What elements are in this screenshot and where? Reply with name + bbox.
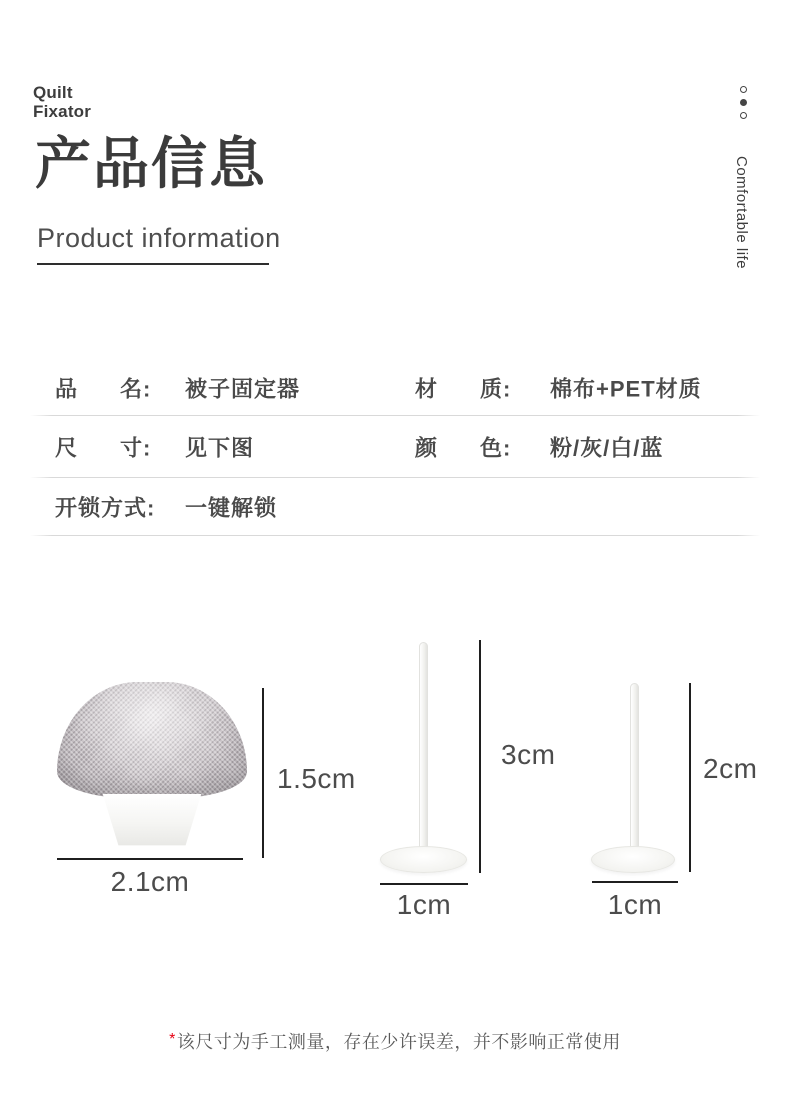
spec-value-color: 粉/灰/白/蓝 — [550, 435, 664, 461]
title-underline — [37, 263, 269, 265]
dimension-label-pin-tall-width: 1cm — [396, 889, 452, 920]
spec-row-size-color — [30, 416, 760, 478]
footnote — [0, 1030, 790, 1056]
pin-rod-tall-image — [419, 642, 428, 860]
footnote-asterisk: * — [169, 1031, 176, 1048]
spec-row-name-material — [30, 360, 760, 416]
dimension-line-horizontal — [592, 881, 678, 883]
dimension-line-horizontal — [57, 858, 243, 860]
spec-label: 质: — [480, 376, 512, 402]
pin-rod-short-image — [630, 683, 639, 860]
dimension-line-horizontal — [380, 883, 468, 885]
pin-base-tall-image — [380, 846, 467, 873]
spec-value-unlock: 一键解锁 — [185, 495, 278, 521]
spec-value-product-name: 被子固定器 — [185, 376, 301, 402]
pin-base-short-image — [591, 846, 675, 873]
spec-label: 尺 — [55, 435, 79, 461]
dimension-line-vertical — [262, 688, 264, 858]
mushroom-base-image — [96, 794, 208, 847]
brand-line2: Fixator — [33, 102, 92, 121]
dimension-label-mushroom-height: 1.5cm — [277, 763, 356, 794]
dimension-label-pin-short-width: 1cm — [607, 889, 663, 920]
spec-label: 开锁方式: — [55, 495, 156, 521]
pagination-dots — [740, 86, 747, 119]
vertical-slogan: Comfortable life — [733, 156, 750, 270]
mushroom-cap-image — [57, 682, 247, 798]
spec-label: 颜 — [415, 435, 439, 461]
spec-label: 名: — [120, 376, 152, 402]
spec-label: 材 — [415, 376, 439, 402]
dimension-line-vertical — [689, 683, 691, 872]
spec-row-unlock — [30, 478, 760, 536]
spec-value-size: 见下图 — [185, 435, 255, 461]
spec-value-material: 棉布+PET材质 — [550, 376, 702, 402]
dot-outline-icon — [740, 86, 747, 93]
page-title-chinese: 产品信息 — [35, 132, 267, 195]
dot-outline-icon — [740, 112, 747, 119]
dimension-label-mushroom-width: 2.1cm — [110, 866, 190, 897]
spec-table — [30, 360, 760, 536]
page-title-english: Product information — [37, 223, 281, 253]
brand-line1: Quilt — [33, 83, 73, 102]
spec-label: 品 — [55, 376, 79, 402]
spec-label: 寸: — [120, 435, 152, 461]
dimension-label-pin-short-height: 2cm — [703, 753, 758, 784]
dimension-label-pin-tall-height: 3cm — [501, 739, 556, 770]
footnote-text: 该尺寸为手工测量，存在少许误差，并不影响正常使用 — [176, 1032, 621, 1052]
dimension-line-vertical — [479, 640, 481, 873]
brand-logo — [33, 83, 91, 121]
dot-filled-icon — [740, 99, 747, 106]
spec-label: 色: — [480, 435, 512, 461]
